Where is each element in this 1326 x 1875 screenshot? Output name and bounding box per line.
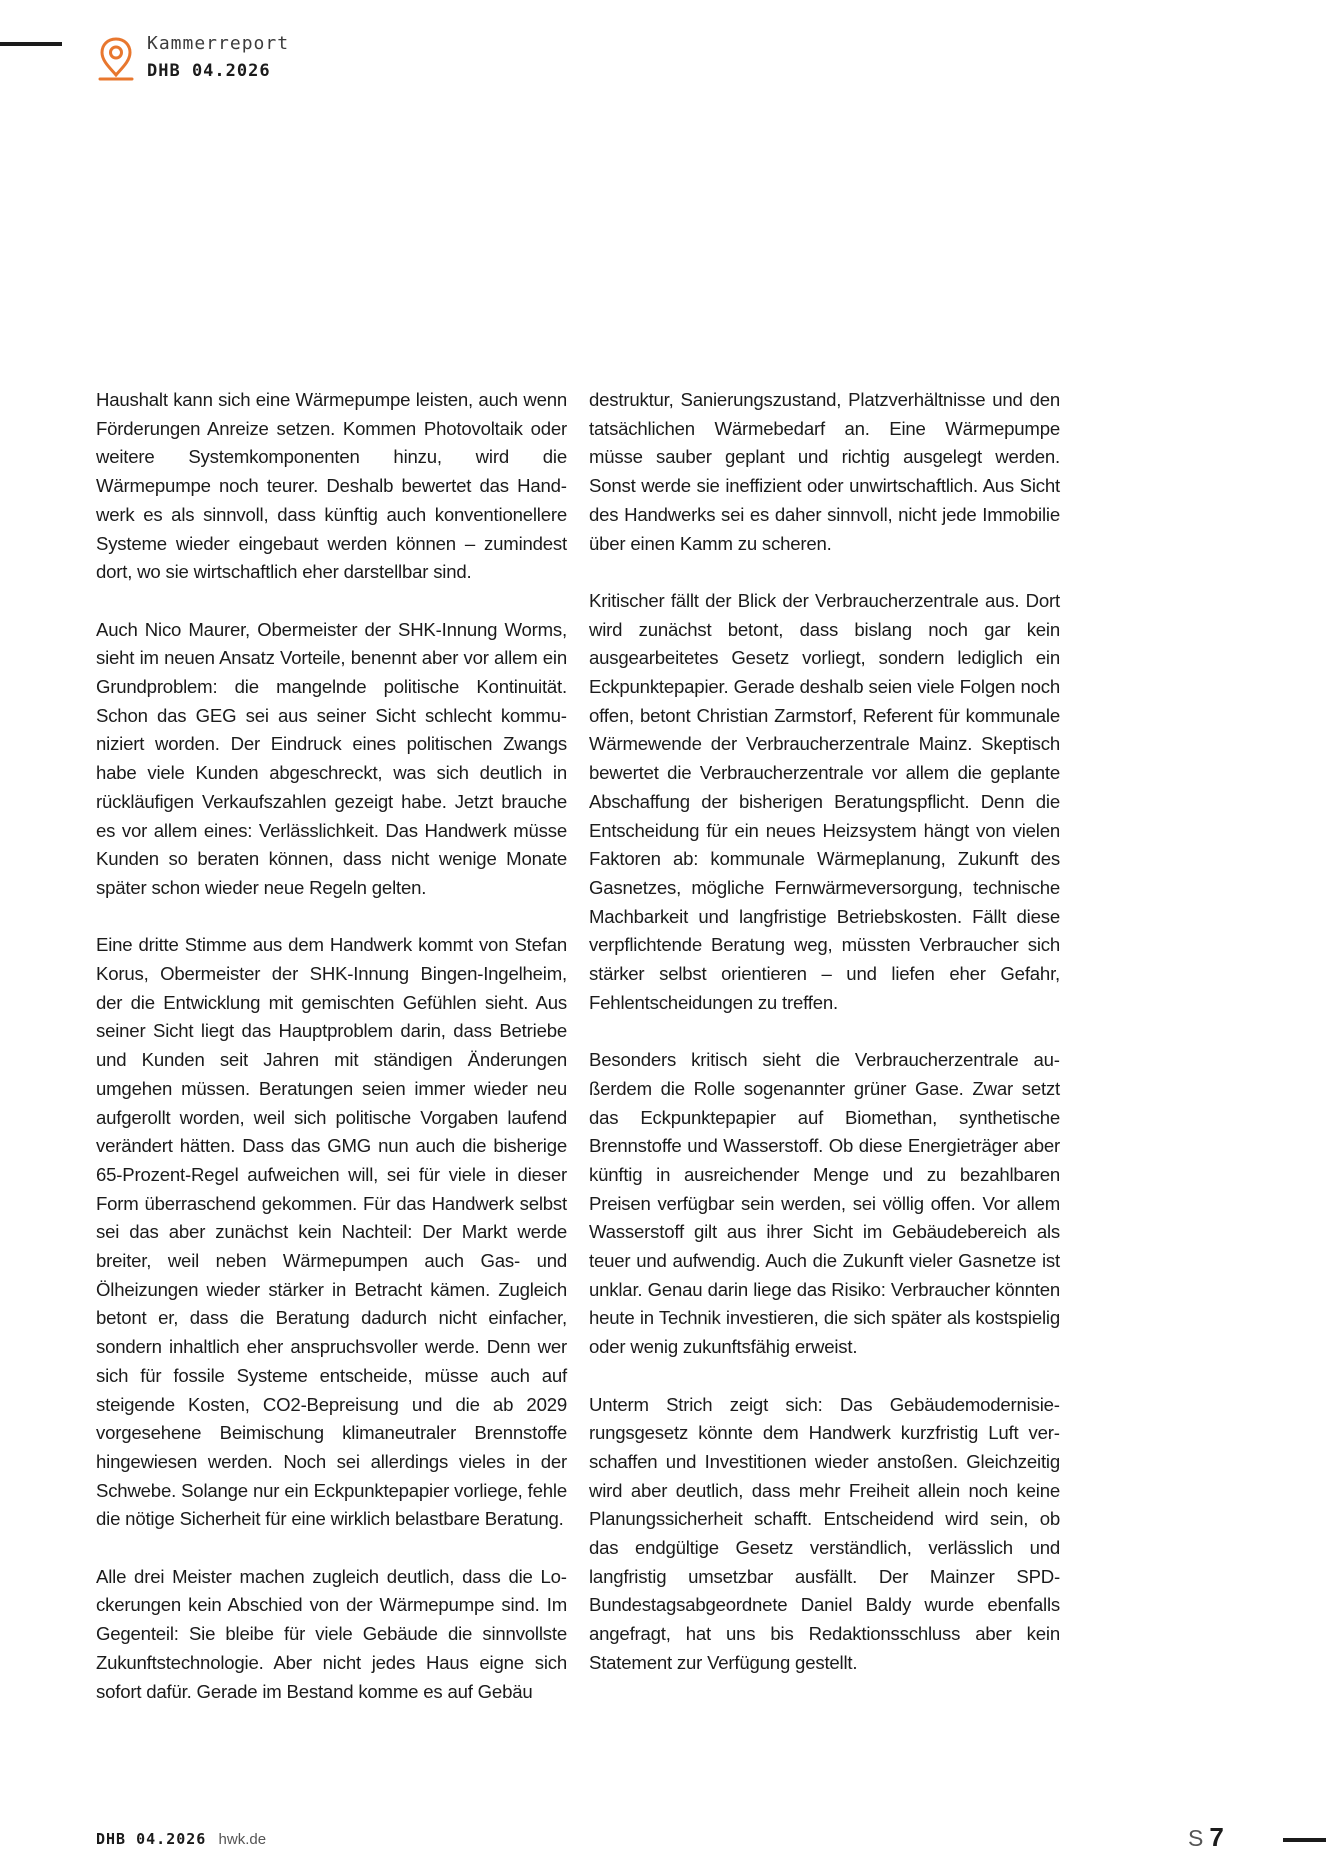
footer-rule bbox=[1283, 1838, 1326, 1842]
paragraph: Unterm Strich zeigt sich: Das Gebäudemodernisierungsgesetz könnte dem Handwerk kurzfristig Luft verschaffen und Investitionen wieder anstoßen. Gleichzeitig wird aber deutlich, dass mehr Freiheit allein noch keine Planungssicherheit schafft. Entscheidend wird sein, ob das endgültige Gesetz verständlich, verlässlich und langfristig umsetzbar ausfällt. Der Mainzer SPD-Bundestagsabgeordnete Daniel Baldy wurde ebenfalls angefragt, hat uns bis Redaktionsschluss aber kein Statement zur Verfügung gestellt. bbox=[589, 1393, 1060, 1673]
header-rule bbox=[0, 42, 62, 46]
paragraph: Eine dritte Stimme aus dem Handwerk kommt von Stefan Korus, Obermeister der SHK-Innung Bingen-Ingelheim, der die Entwicklung mit gemischten Gefühlen sieht. Aus seiner Sicht liegt das Hauptproblem darin, dass Betriebe und Kunden seit Jahren mit ständigen Änderungen umgehen müssen. Beratungen seien immer wieder neu aufgerollt worden, weil sich politische Vorgaben laufend verändert hätten. Dass das GMG nun auch die bisherige 65-Prozent-Regel aufweichen will, sei für viele in dieser Form überraschend gekommen. Für das Handwerk selbst sei das aber zunächst kein Nachteil: Der Markt werde breiter, weil neben Wärmepumpen auch Gas- und Ölheizungen wieder stärker in Betracht kämen. Zugleich betont er, dass die Beratung dadurch nicht einfacher, sondern inhaltlich eher anspruchsvoller werde. Denn wer sich für fossile Systeme entscheide, müsse auch auf steigende Kosten, CO2-Bepreisung und die ab 2029 vorgesehene Beimischung klimaneutraler Brennstoffe hingewiesen werden. Noch sei allerdings vieles in der Schwebe. Solange nur ein Eckpunktepapier vorliege, fehle die nötige Sicherheit für eine wirklich belastbare Beratung. bbox=[96, 934, 567, 1530]
section-title: Kammerreport bbox=[147, 33, 290, 54]
paragraph: Haushalt kann sich eine Wärmepumpe leisten, auch wenn Förderungen Anreize setzen. Kommen Photovoltaik oder weitere Systemkomponenten hinzu, wird die Wärmepumpe noch teurer. Deshalb bewertet das Handwerk es als sinnvoll, dass künftig auch konventionellere Systeme wieder eingebaut werden können – zumindest dort, wo sie wirtschaftlich eher darstellbar sind. bbox=[96, 389, 567, 583]
paragraph: Auch Nico Maurer, Obermeister der SHK-Innung Worms, sieht im neuen Ansatz Vorteile, benennt aber vor allem ein Grundproblem: die mangelnde politische Kontinuität. Schon das GEG sei aus seiner Sicht schlecht kommuniziert worden. Der Eindruck eines politischen Zwangs habe viele Kunden abgeschreckt, was sich deutlich in rückläufigen Verkaufszahlen gezeigt habe. Jetzt brauche es vor allem eines: Verlässlichkeit. Das Handwerk müsse Kunden so beraten können, dass nicht wenige Monate später schon wieder neue Regeln gelten. bbox=[96, 618, 567, 898]
footer-info bbox=[96, 1830, 266, 1848]
paragraph: destruktur, Sanierungszustand, Platzverhältnisse und den tatsächlichen Wärmebedarf an. Eine Wärmepumpe müsse sauber geplant und richtig ausgelegt werden. Sonst werde sie ineffizient oder unwirtschaftlich. Aus Sicht des Handwerks sei es daher sinnvoll, nicht jede Immobilie über einen Kamm zu scheren. bbox=[589, 389, 1060, 554]
paragraph: Kritischer fällt der Blick der Verbraucherzentrale aus. Dort wird zunächst betont, dass bislang noch gar kein ausgearbeitetes Gesetz vorliegt, sondern lediglich ein Eckpunktepapier. Gerade deshalb seien viele Folgen noch offen, betont Christian Zarmstorf, Referent für kommunale Wärmewende der Verbraucherzentrale Mainz. Skeptisch bewertet die Verbraucherzentrale vor allem die geplante Abschaffung der bisherigen Beratungspflicht. Denn die Entscheidung für ein neues Heizsystem hängt von vielen Faktoren ab: kommunale Wärmeplanung, Zukunft des Gasnetzes, mögliche Fernwärmeversorgung, technische Machbarkeit und langfristige Betriebskosten. Fällt diese verpflichtende Beratung weg, müssten Verbraucher sich stärker selbst orientieren – und liefen eher Gefahr, Fehlentscheidungen zu treffen. bbox=[589, 589, 1060, 1013]
page-prefix: S bbox=[1188, 1825, 1204, 1851]
page-number bbox=[1188, 1822, 1224, 1853]
footer-issue: DHB 04.2026 bbox=[96, 1830, 207, 1848]
issue-label: DHB 04.2026 bbox=[147, 61, 271, 81]
article-column-right bbox=[589, 386, 1060, 1706]
page-number-value: 7 bbox=[1209, 1822, 1224, 1852]
paragraph: Alle drei Meister machen zugleich deutlich, dass die Lockerungen kein Abschied von der Wärmepumpe sind. Im Gegenteil: Sie bleibe für viele Gebäude die sinnvollste Zukunftstechnologie. Aber nicht jedes Haus eigne sich sofort dafür. Gerade im Bestand komme es auf Gebäu bbox=[96, 1565, 567, 1702]
location-pin-icon bbox=[96, 36, 136, 82]
article-column-left bbox=[96, 386, 567, 1735]
footer-website-link[interactable]: hwk.de bbox=[218, 1831, 267, 1848]
paragraph: Besonders kritisch sieht die Verbraucherzentrale außerdem die Rolle sogenannter grüner Gase. Zwar setzt das Eckpunktepapier auf Biomethan, synthetische Brennstoffe und Wasserstoff. Ob diese Energieträger aber künftig in ausreichender Menge und zu bezahlbaren Preisen verfügbar sein werden, sei völlig offen. Vor allem Wasserstoff gilt aus ihrer Sicht im Gebäudebereich als teuer und aufwendig. Auch die Zukunft vieler Gasnetze ist unklar. Genau darin liege das Risiko: Verbraucher könnten heute in Technik investieren, die sich später als kostspielig oder wenig zukunftsfähig erweist. bbox=[589, 1049, 1060, 1358]
